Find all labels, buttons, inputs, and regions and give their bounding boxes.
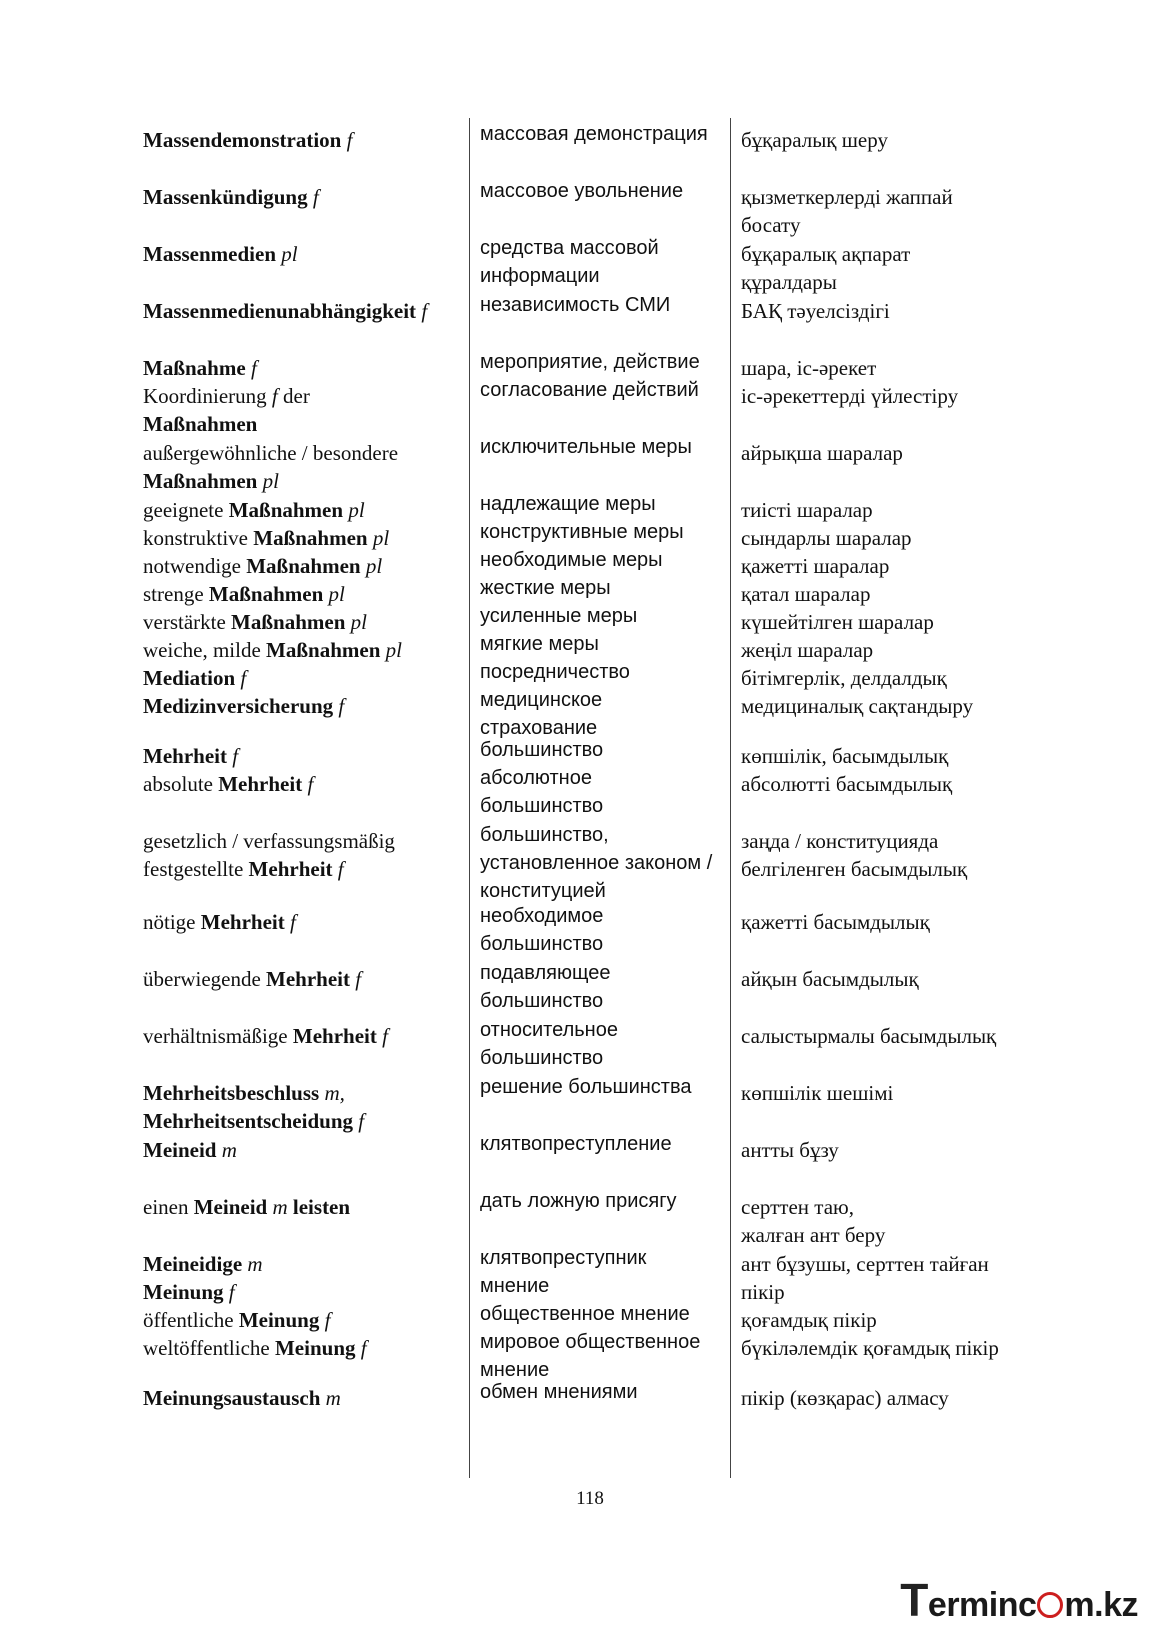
term-de-segment: f bbox=[333, 694, 345, 718]
term-de-segment: m bbox=[242, 1252, 263, 1276]
term-kz: бұқаралық ақпарат bbox=[741, 242, 911, 266]
term-de-segment: m bbox=[320, 1386, 341, 1410]
term-ru: необходимое bbox=[480, 905, 604, 927]
column-rule-left bbox=[469, 118, 470, 1478]
term-de-segment: Massenmedien bbox=[143, 242, 282, 266]
term-de-segment: f bbox=[353, 1109, 365, 1133]
term-ru: посредничество bbox=[480, 661, 630, 683]
termincom-logo: Terminc m.kz bbox=[900, 1574, 1138, 1626]
term-ru: решение большинства bbox=[480, 1076, 692, 1098]
term-ru: мероприятие, действие bbox=[480, 351, 700, 373]
term-ru: клятвопреступник bbox=[480, 1247, 647, 1269]
term-ru: массовая демонстрация bbox=[480, 123, 708, 145]
term-de-segment: überwiegende bbox=[143, 967, 267, 991]
term-ru: мягкие меры bbox=[480, 633, 599, 655]
term-ru: мировое общественное bbox=[480, 1331, 701, 1353]
term-de-segment: f bbox=[416, 299, 428, 323]
term-kz: тиісті шаралар bbox=[741, 498, 873, 522]
term-de bbox=[143, 1250, 263, 1278]
term-ru: абсолютное bbox=[480, 767, 592, 789]
term-de-segment: geeignete bbox=[143, 498, 229, 522]
term-ru: усиленные меры bbox=[480, 605, 638, 627]
term-ru: жесткие меры bbox=[480, 577, 611, 599]
term-de-segment: der bbox=[277, 384, 310, 408]
term-de-segment: Maßnahme bbox=[143, 356, 246, 380]
term-ru: дать ложную присягу bbox=[480, 1190, 677, 1212]
term-de-segment: Meinung bbox=[143, 1280, 224, 1304]
term-de-segment: f bbox=[376, 1024, 388, 1048]
term-de-segment: öffentliche bbox=[143, 1308, 239, 1332]
term-ru: большинство bbox=[480, 1047, 604, 1069]
term-de-segment: Meinungsaustausch bbox=[143, 1386, 321, 1410]
term-ru: массовое увольнение bbox=[480, 180, 684, 202]
term-de-segment: Maßnahmen bbox=[246, 554, 366, 578]
term-de-segment: f bbox=[223, 1280, 235, 1304]
term-de bbox=[143, 524, 389, 552]
term-kz: күшейтілген шаралар bbox=[741, 610, 934, 634]
term-kz: көпшілік шешімі bbox=[741, 1081, 894, 1105]
term-kz: бұқаралық шеру bbox=[741, 128, 888, 152]
term-ru: обмен мнениями bbox=[480, 1381, 638, 1403]
term-de-segment: Meinung bbox=[238, 1308, 325, 1332]
term-kz: қатал шаралар bbox=[741, 582, 871, 606]
term-de bbox=[143, 742, 238, 770]
term-kz: медициналық сақтандыру bbox=[741, 694, 974, 718]
term-kz: қызметкерлерді жаппай bbox=[741, 185, 953, 209]
term-ru: общественное мнение bbox=[480, 1303, 690, 1325]
term-kz: айрықша шаралар bbox=[741, 441, 903, 465]
term-de bbox=[143, 126, 352, 154]
term-de-segment: Meineid bbox=[193, 1195, 268, 1219]
term-de-segment: Massendemonstration bbox=[143, 128, 342, 152]
term-de-segment: einen bbox=[143, 1195, 194, 1219]
term-de bbox=[143, 354, 257, 382]
term-de bbox=[143, 1278, 235, 1306]
term-de-segment: nötige bbox=[143, 910, 201, 934]
term-ru: большинство bbox=[480, 933, 604, 955]
term-de-segment: festgestellte bbox=[143, 857, 249, 881]
term-de-segment: pl bbox=[350, 610, 367, 634]
term-de bbox=[143, 965, 361, 993]
term-de-segment: Mehrheit bbox=[266, 967, 351, 991]
term-kz: айқын басымдылық bbox=[741, 967, 919, 991]
term-de bbox=[143, 1384, 341, 1412]
term-ru: большинство bbox=[480, 739, 604, 761]
term-de-segment: Massenkündigung bbox=[143, 185, 313, 209]
term-kz: салыстырмалы басымдылық bbox=[741, 1024, 997, 1048]
term-de-segment: weiche, milde bbox=[143, 638, 267, 662]
term-kz: қоғамдық пікір bbox=[741, 1308, 877, 1332]
term-kz: қажетті шаралар bbox=[741, 554, 890, 578]
term-de-segment: Maßnahmen bbox=[208, 582, 329, 606]
term-de-segment: Maßnahmen bbox=[231, 610, 351, 634]
term-de-segment: Meinung bbox=[274, 1336, 361, 1360]
term-de-segment: notwendige bbox=[143, 554, 247, 578]
term-de-segment: Maßnahmen bbox=[266, 638, 386, 662]
term-de-segment: pl bbox=[328, 582, 345, 606]
term-de bbox=[143, 382, 310, 410]
term-de-segment: pl bbox=[281, 242, 298, 266]
term-de-segment: Meineidige bbox=[143, 1252, 243, 1276]
term-de bbox=[143, 1079, 345, 1107]
term-de-segment: f bbox=[245, 356, 257, 380]
term-de-segment: Maßnahmen bbox=[253, 526, 373, 550]
term-de-segment: Medizinversicherung bbox=[143, 694, 334, 718]
term-de-segment: pl bbox=[348, 498, 365, 522]
term-de bbox=[143, 692, 344, 720]
term-de-segment: Maßnahmen bbox=[228, 498, 349, 522]
term-ru: мнение bbox=[480, 1359, 550, 1381]
term-de-segment: gesetzlich / verfassungsmäßig bbox=[143, 829, 395, 853]
term-ru: медицинское bbox=[480, 689, 603, 711]
term-de bbox=[143, 908, 296, 936]
term-ru: подавляющее bbox=[480, 962, 611, 984]
term-de-segment: m, bbox=[319, 1081, 345, 1105]
term-de bbox=[143, 240, 298, 268]
term-de bbox=[143, 827, 395, 855]
term-kz: құралдары bbox=[741, 270, 837, 294]
term-de bbox=[143, 770, 313, 798]
term-de bbox=[143, 1193, 350, 1221]
term-de-segment: Mehrheit bbox=[200, 910, 285, 934]
term-kz: бүкіләлемдік қоғамдық пікір bbox=[741, 1336, 999, 1360]
term-ru: относительное bbox=[480, 1019, 618, 1041]
term-kz: қажетті басымдылық bbox=[741, 910, 930, 934]
term-de-segment: strenge bbox=[143, 582, 209, 606]
term-ru: исключительные меры bbox=[480, 436, 692, 458]
term-de-segment: f bbox=[324, 1308, 331, 1332]
term-ru: независимость СМИ bbox=[480, 294, 671, 316]
term-ru: большинство bbox=[480, 795, 604, 817]
term-ru: согласование действий bbox=[480, 379, 699, 401]
term-de bbox=[143, 496, 365, 524]
term-de-segment: Meineid bbox=[143, 1138, 217, 1162]
term-ru: средства массовой bbox=[480, 237, 659, 259]
term-de-segment: f bbox=[350, 967, 362, 991]
term-de-segment: Mehrheit bbox=[292, 1024, 377, 1048]
term-kz: антты бұзу bbox=[741, 1138, 839, 1162]
term-kz: шара, іс-әрекет bbox=[741, 356, 877, 380]
term-de-segment: weltöffentliche bbox=[143, 1336, 275, 1360]
term-kz: жалған ант беру bbox=[741, 1223, 886, 1247]
term-kz: жеңіл шаралар bbox=[741, 638, 874, 662]
term-de-segment: verhältnismäßige bbox=[143, 1024, 293, 1048]
term-de-segment: f bbox=[312, 185, 319, 209]
term-ru: большинство, bbox=[480, 824, 609, 846]
term-de bbox=[143, 439, 398, 467]
column-rule-right bbox=[730, 118, 731, 1478]
term-ru: клятвопреступление bbox=[480, 1133, 672, 1155]
term-de-segment: f bbox=[360, 1336, 367, 1360]
term-de bbox=[143, 1136, 237, 1164]
term-de-segment: pl bbox=[385, 638, 402, 662]
term-de-segment: Mehrheitsentscheidung bbox=[143, 1109, 353, 1133]
term-kz: белгіленген басымдылық bbox=[741, 857, 968, 881]
term-de-segment: m bbox=[216, 1138, 237, 1162]
term-kz: абсолютті басымдылық bbox=[741, 772, 953, 796]
term-ru: конструктивные меры bbox=[480, 521, 684, 543]
term-de bbox=[143, 410, 257, 438]
term-ru: установленное законом / bbox=[480, 852, 713, 874]
term-de bbox=[143, 855, 344, 883]
term-de-segment: f bbox=[235, 666, 247, 690]
term-ru: необходимые меры bbox=[480, 549, 663, 571]
term-de bbox=[143, 1306, 330, 1334]
term-de-segment: pl bbox=[365, 554, 383, 578]
term-de-segment: Mehrheitsbeschluss bbox=[143, 1081, 320, 1105]
term-ru: большинство bbox=[480, 990, 604, 1012]
term-kz: заңда / конституцияда bbox=[741, 829, 939, 853]
term-de-segment: Maßnahmen bbox=[143, 469, 263, 493]
term-de bbox=[143, 552, 382, 580]
term-de bbox=[143, 580, 345, 608]
term-kz: пікір bbox=[741, 1280, 785, 1304]
term-kz: БАҚ тәуелсіздігі bbox=[741, 299, 890, 323]
term-de-segment: Koordinierung bbox=[143, 384, 272, 408]
term-kz: іс-әрекеттерді үйлестіру bbox=[741, 384, 959, 408]
term-de-segment: außergewöhnliche / besondere bbox=[143, 441, 399, 465]
term-de-segment: pl bbox=[262, 469, 279, 493]
term-kz: пікір (көзқарас) алмасу bbox=[741, 1386, 949, 1410]
term-ru: информации bbox=[480, 265, 600, 287]
page-number: 118 bbox=[576, 1488, 604, 1509]
term-kz: ант бұзушы, серттен тайған bbox=[741, 1252, 989, 1276]
term-ru: мнение bbox=[480, 1275, 550, 1297]
term-kz: бітімгерлік, делдалдық bbox=[741, 666, 947, 690]
term-de-segment: f bbox=[284, 910, 296, 934]
term-ru: страхование bbox=[480, 717, 598, 739]
term-kz: серттен таю, bbox=[741, 1195, 854, 1219]
term-de-segment: f bbox=[271, 384, 278, 408]
term-de bbox=[143, 297, 427, 325]
term-kz: сындарлы шаралар bbox=[741, 526, 912, 550]
term-de bbox=[143, 1022, 388, 1050]
term-de-segment: konstruktive bbox=[143, 526, 254, 550]
term-de bbox=[143, 636, 402, 664]
term-de bbox=[143, 1334, 367, 1362]
term-de-segment: Mehrheit bbox=[248, 857, 333, 881]
term-kz: көпшілік, басымдылық bbox=[741, 744, 949, 768]
term-de-segment: leisten bbox=[292, 1195, 351, 1219]
term-de bbox=[143, 467, 279, 495]
term-de-segment: Mediation bbox=[143, 666, 236, 690]
term-de-segment: f bbox=[341, 128, 353, 152]
term-de-segment: Mehrheit bbox=[218, 772, 303, 796]
term-de-segment: verstärkte bbox=[143, 610, 232, 634]
term-de-segment: f bbox=[332, 857, 344, 881]
term-de-segment: Maßnahmen bbox=[143, 412, 258, 436]
term-de-segment: Mehrheit bbox=[143, 744, 227, 768]
term-de-segment: absolute bbox=[143, 772, 219, 796]
term-de-segment: m bbox=[267, 1195, 293, 1219]
term-de-segment: f bbox=[302, 772, 314, 796]
term-de bbox=[143, 608, 367, 636]
term-kz: босату bbox=[741, 213, 801, 237]
term-de-segment: Massenmedienunabhängigkeit bbox=[143, 299, 417, 323]
term-de bbox=[143, 1107, 364, 1135]
term-de-segment: f bbox=[226, 744, 239, 768]
term-de-segment: pl bbox=[372, 526, 390, 550]
term-ru: конституцией bbox=[480, 880, 606, 902]
term-de bbox=[143, 664, 246, 692]
term-de bbox=[143, 183, 319, 211]
term-ru: надлежащие меры bbox=[480, 493, 656, 515]
